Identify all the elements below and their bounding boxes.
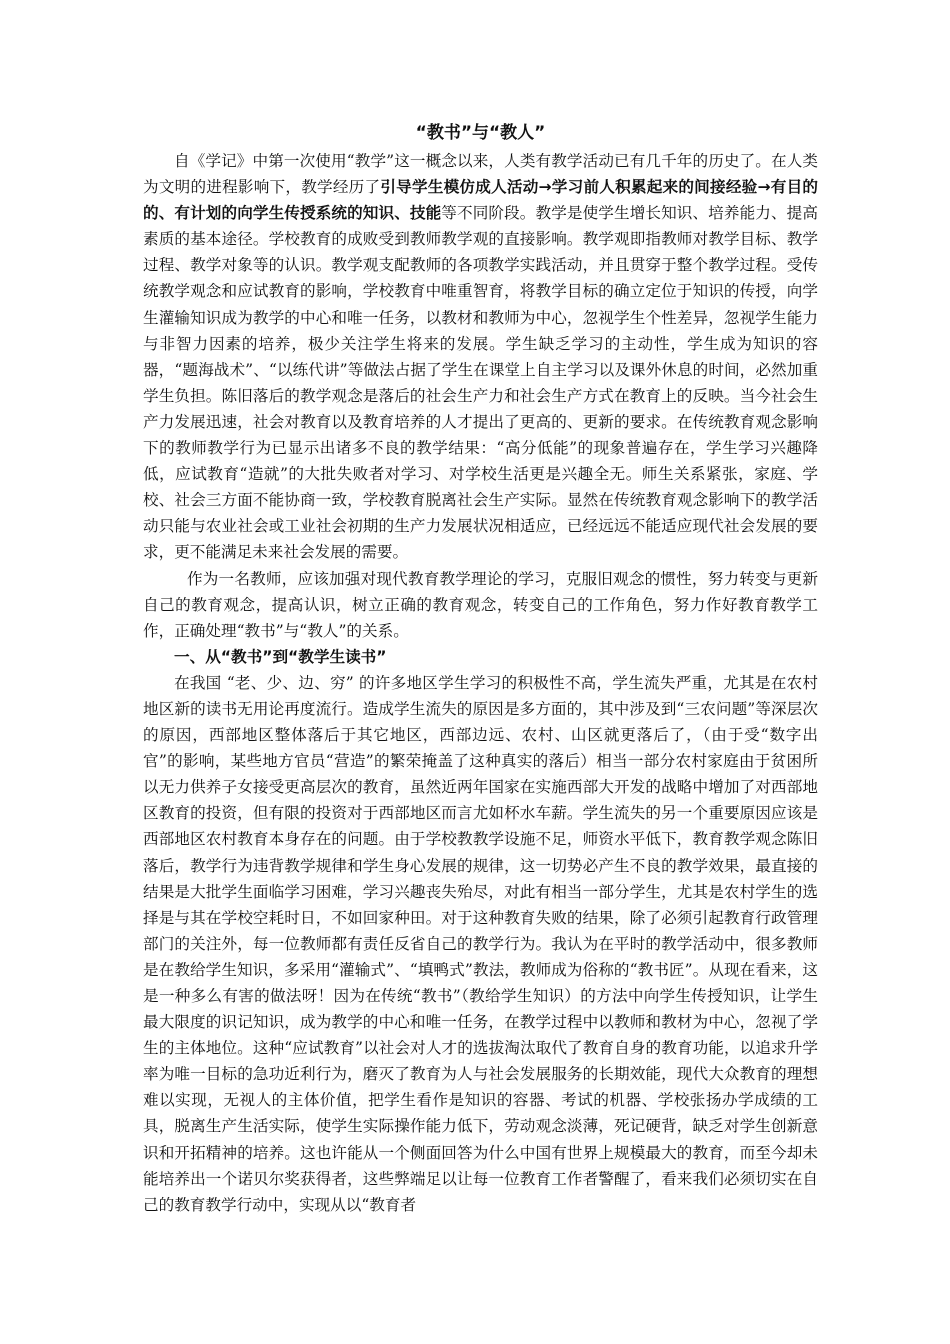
document-title: “教书”与“教人” — [415, 123, 546, 143]
intro-bold-stages: 引导学生模仿成人活动→学习前人积累起来的间接经验→有目的的、有计划的向学生传授系统的知识、技能 — [143, 178, 818, 223]
section-heading-1: 一、从“教书”到“教学生读书” — [174, 647, 387, 666]
intro-paragraph — [143, 148, 818, 566]
intro-text-end: 等不同阶段。教学是使学生增长知识、培养能力、提高素质的基本途径。学校教育的成败受到教师教学观的直接影响。教学观即指教师对教学目标、教学过程、教学对象等的认识。教学观支配教师的各项教学实践活动，并且贯穿于整个教学过程。受传统教学观念和应试教育的影响，学校教育中唯重智育，将教学目标的确立定位于知识的传授，向学生灌输知识成为教学的中心和唯一任务，以教材和教师为中心，忽视学生个性差异，忽视学生能力与非智力因素的培养，极少关注学生将来的发展。学生缺乏学习的主动性，学生成为知识的容器，“题海战术”、“以练代讲”等做法占据了学生在课堂上自主学习以及课外休息的时间，必然加重学生负担。陈旧落后的教学观念是落后的社会生产力和社会生产方式在教育上的反映。当今社会生产力发展迅速，社会对教育以及教育培养的人才提出了更高的、更新的要求。在传统教育观念影响下的教师教学行为已显示出诸多不良的教学结果：“高分低能”的现象普遍存在，学生学习兴趣降低，应试教育“造就”的大批失败者对学习、对学校生活更是兴趣全无。师生关系紧张，家庭、学校、社会三方面不能协商一致，学校教育脱离社会生产实际。显然在传统教育观念影响下的教学活动只能与农业社会或工业社会初期的生产力发展状况相适应，已经远远不能适应现代社会发展的要求，更不能满足未来社会发展的需要。 — [143, 204, 818, 562]
teacher-role-paragraph: 作为一名教师，应该加强对现代教育教学理论的学习，克服旧观念的惯性，努力转变与更新自己的教育观念，提高认识，树立正确的教育观念，转变自己的工作角色，努力作好教育教学工作，正确处理“教书”与“教人”的关系。 — [143, 569, 818, 640]
section-1-paragraph: 在我国 “老、少、边、穷” 的许多地区学生学习的积极性不高，学生流失严重，尤其是在农村地区新的读书无用论再度流行。造成学生流失的原因是多方面的，其中涉及到“三农问题”等深层次的原因，西部地区整体落后于其它地区，西部边远、农村、山区就更落后了，（由于受“数字出官”的影响，某些地方官员“营造”的繁荣掩盖了这种真实的落后）相当一部分农村家庭由于贫困所以无力供养子女接受更高层次的教育，虽然近两年国家在实施西部大开发的战略中增加了对西部地区教育的投资，但有限的投资对于西部地区而言尤如杯水车薪。学生流失的另一个重要原因应该是西部地区农村教育本身存在的问题。由于学校教教学设施不足，师资水平低下，教育教学观念陈旧落后，教学行为违背教学规律和学生身心发展的规律，这一切势必产生不良的教学效果，最直接的结果是大批学生面临学习困难，学习兴趣丧失殆尽，对此有相当一部分学生，尤其是农村学生的选择是与其在学校空耗时日，不如回家种田。对于这种教育失败的结果，除了必须引起教育行政管理部门的关注外，每一位教师都有责任反省自己的教学行为。我认为在平时的教学活动中，很多教师是在教给学生知识，多采用“灌输式”、“填鸭式”教法，教师成为俗称的“教书匠”。从现在看来，这是一种多么有害的做法呀！因为在传统“教书”（教给学生知识）的方法中向学生传授知识，让学生最大限度的识记知识，成为教学的中心和唯一任务，在教学过程中以教师和教材为中心，忽视了学生的主体地位。这种“应试教育”以社会对人才的选拔淘汰取代了教育自身的教育功能，以追求升学率为唯一目标的急功近利行为，磨灭了教育为人与社会发展服务的长期效能，现代大众教育的理想难以实现，无视人的主体价值，把学生看作是知识的容器、考试的机器、学校张扬办学成绩的工具，脱离生产生活实际，使学生实际操作能力低下，劳动观念淡薄，死记硬背，缺乏对学生创新意识和开拓精神的培养。这也许能从一个侧面回答为什么中国有世界上规模最大的教育，而至今却未能培养出一个诺贝尔奖获得者，这些弊端足以让每一位教育工作者警醒了，看来我们必须切实在自己的教育教学行动中，实现从以“教育者 — [143, 673, 818, 1214]
intro-text-start: 自《学记》中第一次使用“教学”这一概念以来，人类有教学活动已有几千年的历史了。在人类为文明的进程影响下，教学经历了 — [143, 152, 818, 197]
